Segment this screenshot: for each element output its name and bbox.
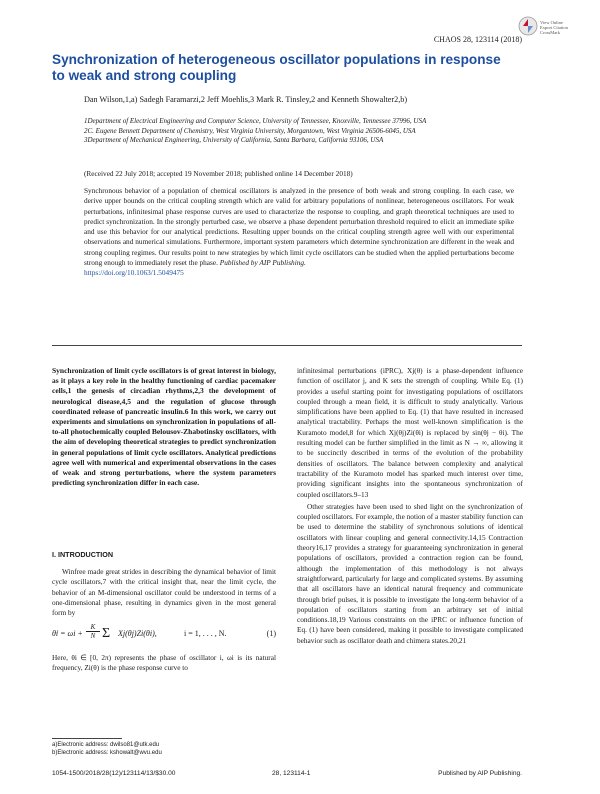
affiliation-2: 2C. Eugene Bennett Department of Chemistry, West Virginia University, Morgantown, West Virginia 26506-6045, USA: [84, 126, 416, 135]
fraction-denominator: N: [90, 632, 96, 640]
right-paragraph-2: Other strategies have been used to shed light on the synchronization of coupled oscillators. For example, the notion of a master stability function can be used to determine the stability of synchronous solutions of identical oscillators with linear coupling and general connectivity.14,15 Contraction theory16,17 provides a strategy for guaranteeing synchronization in general populations of oscillators, provided a contraction region can be found, although the implementation of this methodology is not always straightforward, particularly for large and complicated systems. By assuming that all oscillators have an identical natural frequency and communicate through brief pulses, it is possible to investigate the long-term behavior of a population of oscillators starting from an arbitrary set of initial conditions.18,19 Various constraints on the iPRC or influence function of Eq. (1) have been considered, making it possible to investigate complicated behavior such as oscillator death and chimera states.20,21: [297, 501, 523, 645]
abstract: [84, 186, 514, 278]
section-heading: I. INTRODUCTION: [52, 550, 114, 559]
crossmark-links[interactable]: View Online Export Citation CrossMark: [540, 20, 568, 35]
doi-link[interactable]: https://doi.org/10.1063/1.5049475: [84, 268, 184, 277]
footnote-b: b)Electronic address: kshowalt@wvu.edu: [52, 749, 162, 756]
lead-paragraph: Synchronization of limit cycle oscillators is of great interest in biology, as it plays a key role in the healthy functioning of cardiac pacemaker cells,1 the genesis of circadian rhythms,2,3 the development of neurological disease,4,5 and the regulation of glucose through coordinated release of pancreatic insulin.6 In this work, we carry out experiments and simulations on synchronization in populations of all-to-all photochemically coupled Belousov-Zhabotinsky oscillators, with the aim of developing theoretical strategies to predict synchronization in general populations of limit cycle oscillators. Analytical predictions agree well with numerical and experimental observations in the cases of weak and strong perturbations, where the system parameters predicting synchronization differ in each case.: [52, 366, 276, 488]
author-list: Dan Wilson,1,a) Sadegh Faramarzi,2 Jeff Moehlis,3 Mark R. Tinsley,2 and Kenneth Showalter2,b): [84, 95, 408, 104]
footnote-divider: [52, 738, 122, 739]
fraction-numerator: K: [86, 623, 100, 632]
abstract-text: Synchronous behavior of a population of chemical oscillators is analyzed in the presence of both weak and strong coupling. In each case, we derive upper bounds on the critical coupling strength which are valid for arbitrary populations of nonlinear, heterogeneous oscillators. For weak perturbations, infinitesimal phase response curves are used to characterize the response to coupling, and graph theoretical techniques are used to predict synchronization. In the strongly perturbed case, we observe a phase dependent perturbation threshold required to elicit an immediate spike and use this behavior for our analytical predictions. Resulting upper bounds on the critical coupling strength agree well with our experimental observations and numerical simulations. Furthermore, important system parameters which determine synchronization are different in the weak and strong coupling regimes. Our results point to new strategies by which limit cycle oscillators can be studied when the applied perturbations become strong enough to immediately reset the phase.: [84, 186, 514, 267]
footer-page-number: 28, 123114-1: [272, 770, 311, 777]
abstract-divider: [52, 345, 522, 346]
equation-lhs: θ̇i = ωi +: [52, 629, 83, 638]
intro-paragraph-1: Winfree made great strides in describing the dynamical behavior of limit cycle oscillators,7 with the critical insight that, near the limit cycle, the behavior of an M-dimensional oscillator could be understood in terms of a one-dimensional phase, resulting in dynamics given in the most general form by: [52, 567, 276, 618]
equation-body: Xj(θj)Zi(θi),: [118, 629, 157, 638]
footer-publisher: Published by AIP Publishing.: [438, 770, 522, 777]
received-dates: (Received 22 July 2018; accepted 19 November 2018; published online 14 December 2018): [84, 169, 353, 178]
journal-citation: CHAOS 28, 123114 (2018): [433, 35, 522, 44]
footer-issn: 1054-1500/2018/28(12)/123114/13/$30.00: [52, 770, 176, 777]
crossmark-icon[interactable]: [518, 16, 538, 36]
equation-fraction: [86, 623, 100, 640]
affiliations: [84, 117, 504, 146]
right-paragraph-1: infinitesimal perturbations (iPRC), Xj(θ) is a phase-dependent influence function of oscillator j, and K sets the strength of coupling. While Eq. (1) provides a useful starting point for investigating populations of oscillators coupled through a mean field, it is difficult to study analytically. Various simplifications have been applied to Eq. (1) that have resulted in increased analytical tractability. Perhaps the most well-known simplification is the Kuramoto model,8 for which Xj(θj)Zi(θi) is replaced by sin(θj − θi). The resulting model can be further simplified in the limit as N → ∞, allowing it to be succinctly described in terms of the evolution of the probability densities of oscillators. The balance between complexity and analytical tractability of the Kuramoto model has sparked much interest over time, providing significant insights into the spontaneous synchronization of coupled oscillators.9–13: [297, 366, 523, 499]
footnotes: [52, 742, 162, 758]
affiliation-1: 1Department of Electrical Engineering and Computer Science, University of Tennessee, Knoxville, Tennessee 37996, USA: [84, 117, 427, 125]
footnote-a: a)Electronic address: dwilso81@utk.edu: [52, 742, 160, 748]
article-title: Synchronization of heterogeneous oscillator populations in response to weak and strong coupling: [52, 52, 501, 83]
affiliation-3: 3Department of Mechanical Engineering, University of California, Santa Barbara, California 93106, USA: [84, 136, 384, 145]
intro-paragraph-2: Here, θi ∈ [0, 2π) represents the phase of oscillator i, ωi is its natural frequency, Zi(θ) is the phase response curve to: [52, 653, 276, 673]
equation-range: i = 1, . . . , N.: [184, 629, 227, 638]
equation-1: [52, 623, 276, 649]
summation-symbol: Σ: [102, 626, 111, 641]
equation-number: (1): [266, 629, 276, 638]
publisher-note: Published by AIP Publishing.: [219, 257, 306, 267]
right-column: [297, 366, 523, 646]
